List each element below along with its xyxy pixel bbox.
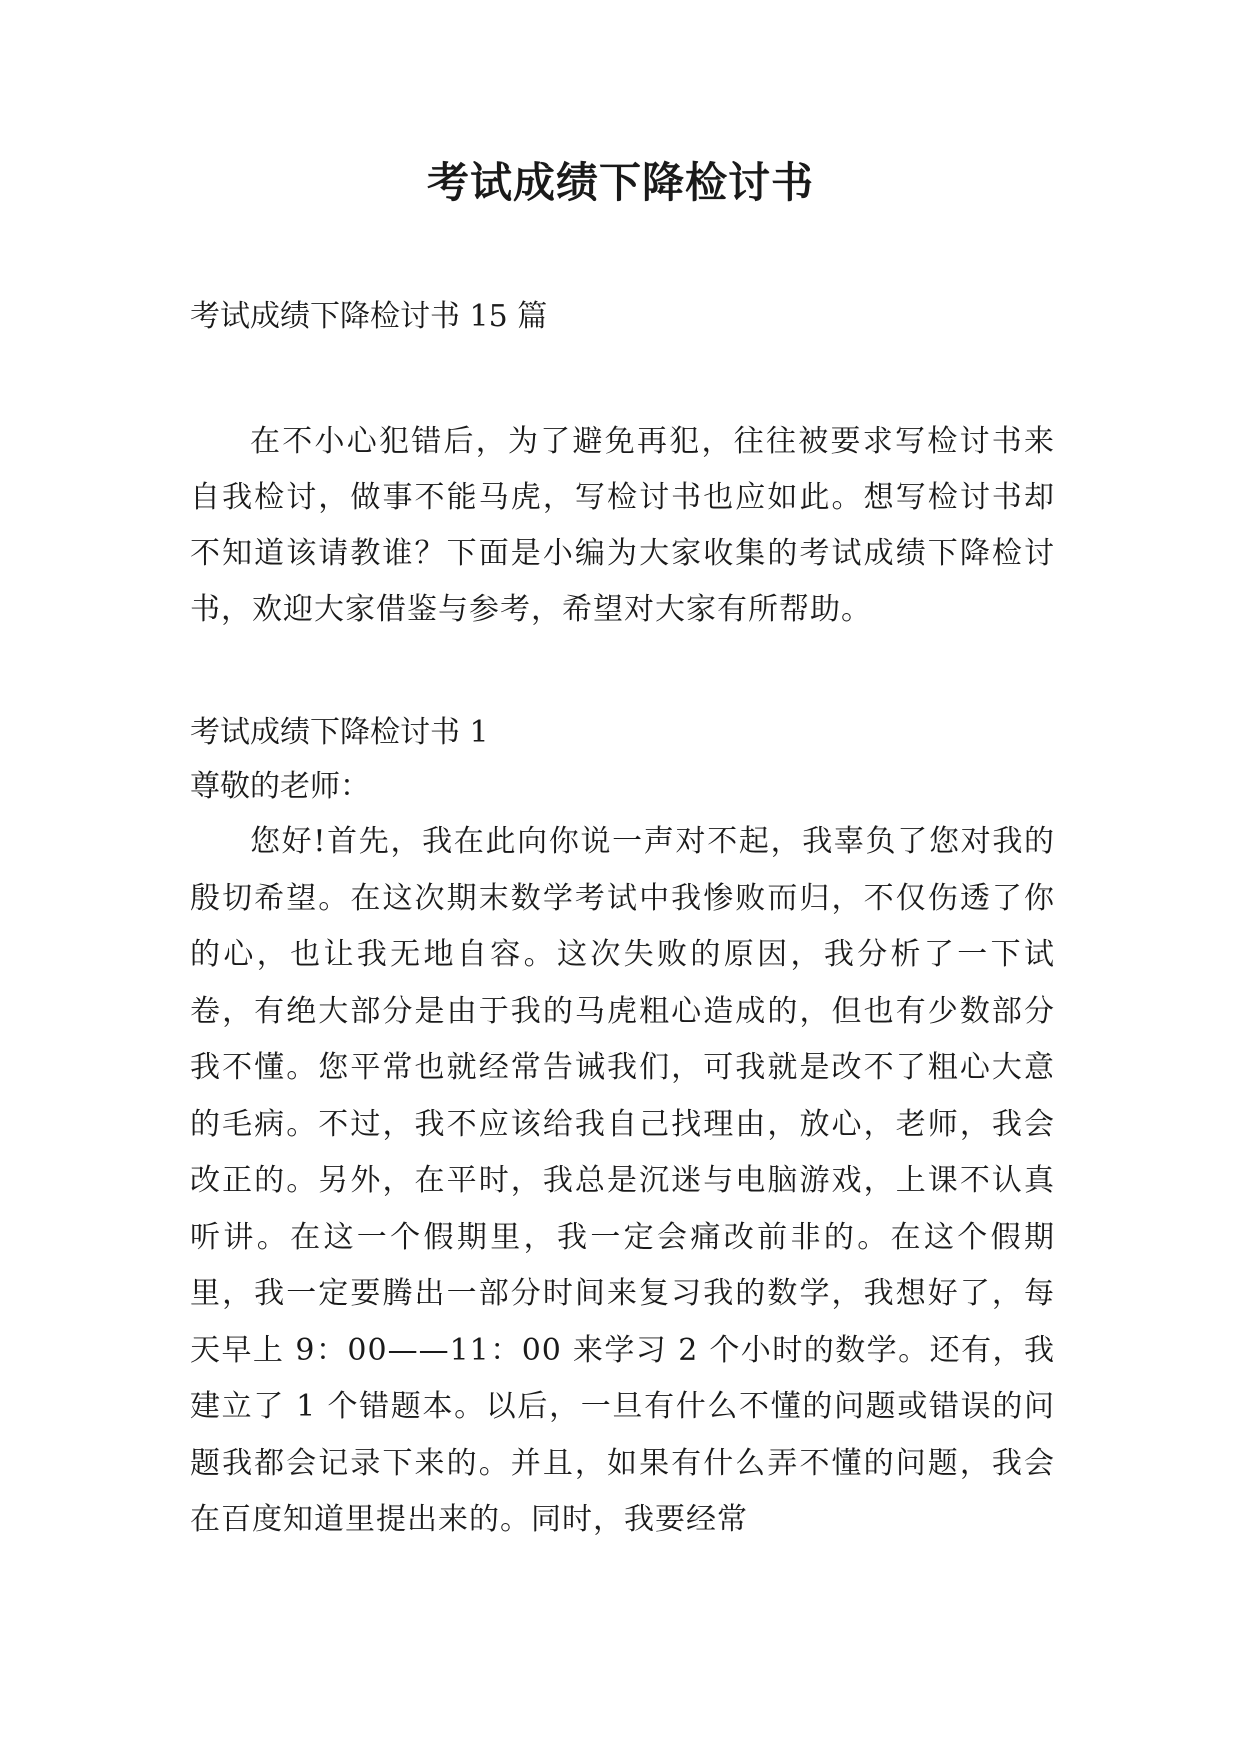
- intro-paragraph: 在不小心犯错后，为了避免再犯，往往被要求写检讨书来自我检讨，做事不能马虎，写检讨书也应如此。想写检讨书却不知道该请教谁？下面是小编为大家收集的考试成绩下降检讨书，欢迎大家借鉴与参考，希望对大家有所帮助。: [190, 424, 1055, 627]
- document-body: [190, 290, 1055, 1549]
- section-heading: 考试成绩下降检讨书 1: [190, 715, 489, 750]
- document-title: 考试成绩下降检讨书: [426, 158, 814, 207]
- document-subtitle: 考试成绩下降检讨书 15 篇: [190, 299, 548, 334]
- letter-body-paragraph: 您好!首先，我在此向你说一声对不起，我辜负了您对我的殷切希望。在这次期末数学考试中我惨败而归，不仅伤透了你的心，也让我无地自容。这次失败的原因，我分析了一下试卷，有绝大部分是由于我的马虎粗心造成的，但也有少数部分我不懂。您平常也就经常告诫我们，可我就是改不了粗心大意的毛病。不过，我不应该给我自己找理由，放心，老师，我会改正的。另外，在平时，我总是沉迷与电脑游戏，上课不认真听讲。在这一个假期里，我一定会痛改前非的。在这个假期里，我一定要腾出一部分时间来复习我的数学，我想好了，每天早上 9：00——11：00 来学习 2 个小时的数学。还有，我建立了 1 个错题本。以后，一旦有什么不懂的问题或错误的问题我都会记录下来的。并且，如果有什么弄不懂的问题，我会在百度知道里提出来的。同时，我要经常: [190, 824, 1055, 1537]
- salutation: 尊敬的老师：: [190, 769, 370, 804]
